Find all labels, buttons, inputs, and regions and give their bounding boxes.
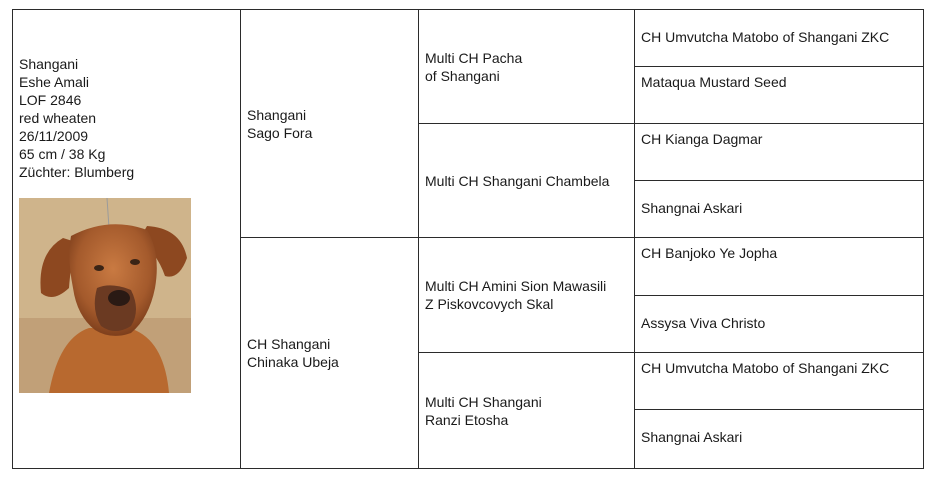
sire-name-line: Shangani (247, 106, 307, 123)
great-grandparent-cell (635, 238, 924, 296)
subject-line: 65 cm / 38 Kg (19, 146, 106, 162)
subject-line: red wheaten (19, 110, 97, 126)
dam-dam-cell (419, 353, 635, 469)
dam-name-line: CH Shangani (247, 336, 331, 352)
great-grandparent-name: Assysa Viva Christo (641, 315, 766, 331)
subject-line: LOF 2846 (19, 92, 82, 108)
great-grandparent-cell (635, 181, 924, 238)
great-grandparent-name: CH Banjoko Ye Jopha (641, 245, 778, 261)
sire-name-line: Sago Fora (247, 124, 313, 141)
sire-dam-cell (419, 124, 635, 238)
great-grandparent-cell (635, 10, 924, 67)
grandparent-name-line: Ranzi Etosha (425, 411, 509, 428)
great-grandparent-name: Shangnai Askari (641, 200, 743, 216)
subject-line: Züchter: Blumberg (19, 164, 135, 180)
grandparent-name-line: Multi CH Pacha (425, 49, 523, 66)
great-grandparent-cell (635, 353, 924, 410)
great-grandparent-cell (635, 410, 924, 469)
subject-line: 26/11/2009 (19, 128, 89, 144)
great-grandparent-cell (635, 296, 924, 353)
great-grandparent-name: CH Umvutcha Matobo of Shangani ZKC (641, 360, 890, 376)
subject-line: Eshe Amali (19, 74, 90, 90)
grandparent-name-line: of Shangani (425, 67, 500, 84)
subject-line: Shangani (19, 56, 79, 72)
great-grandparent-cell (635, 67, 924, 124)
grandparent-name-line: Multi CH Shangani Chambela (425, 172, 610, 189)
great-grandparent-name: Mataqua Mustard Seed (641, 74, 787, 90)
sire-sire-cell (419, 10, 635, 124)
grandparent-name-line: Multi CH Shangani (425, 393, 542, 410)
subject-cell (13, 10, 241, 469)
grandparent-name-line: Z Piskovcovych Skal (425, 296, 554, 312)
sire-cell (241, 10, 419, 238)
great-grandparent-name: CH Kianga Dagmar (641, 131, 763, 147)
dog-photo (19, 198, 191, 393)
dam-sire-cell (419, 238, 635, 353)
pedigree-table (12, 9, 924, 469)
great-grandparent-cell (635, 124, 924, 181)
dam-cell (241, 238, 419, 469)
dam-name-line: Chinaka Ubeja (247, 354, 339, 370)
grandparent-name-line: Multi CH Amini Sion Mawasili (425, 278, 607, 294)
great-grandparent-name: CH Umvutcha Matobo of Shangani ZKC (641, 29, 890, 45)
great-grandparent-name: Shangnai Askari (641, 429, 743, 445)
